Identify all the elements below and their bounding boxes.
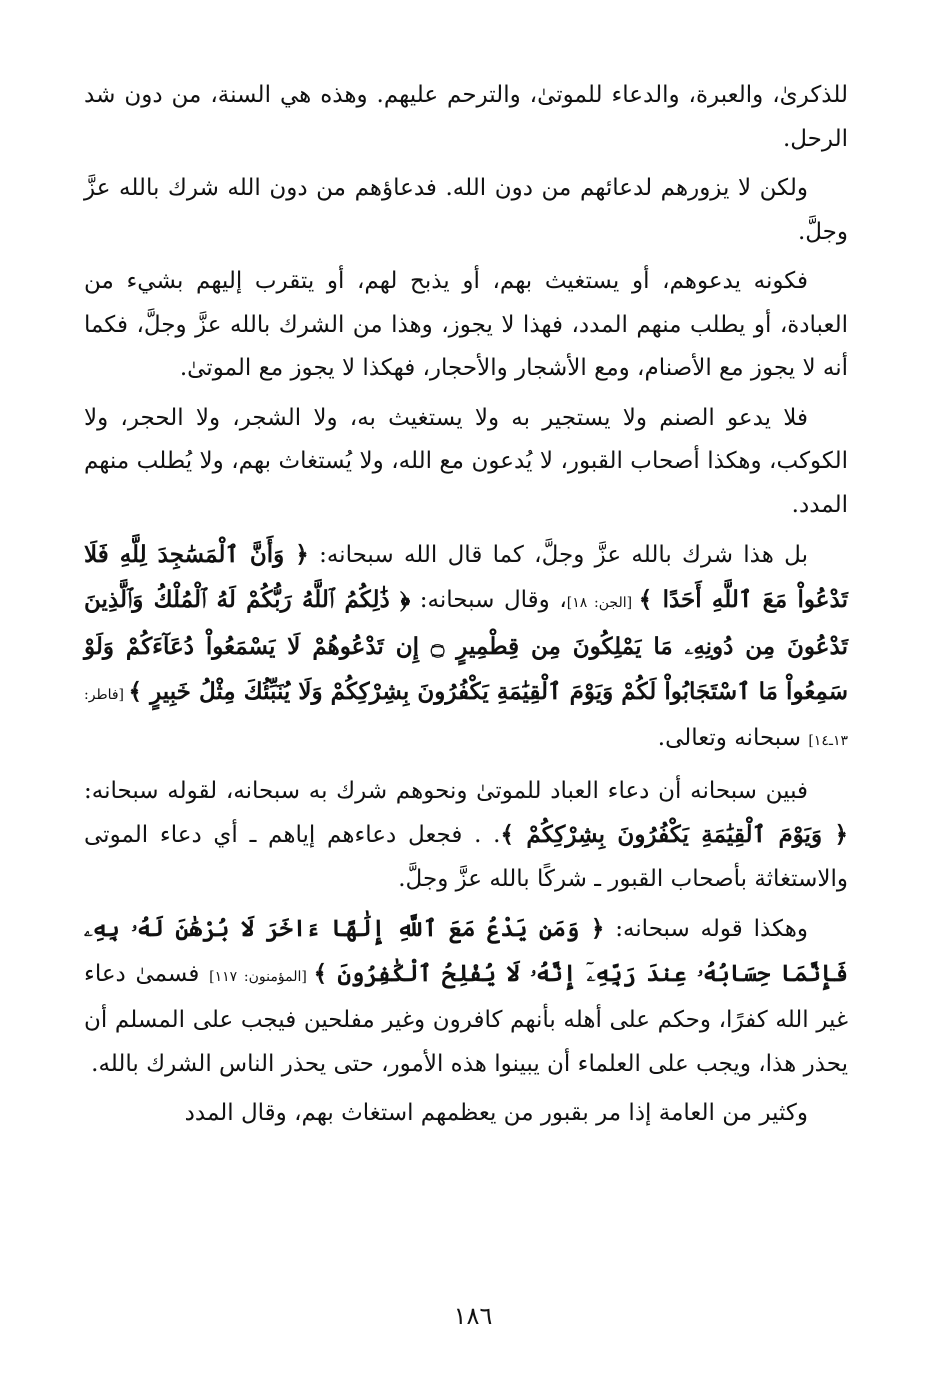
paragraph-text: ولكن لا يزورهم لدعائهم من دون الله. فدعاؤهم من دون الله شرك بالله عزَّ وجلَّ. bbox=[84, 175, 848, 245]
paragraph-text: فلا يدعو الصنم ولا يستجير به ولا يستغيث به، ولا الشجر، ولا الحجر، ولا الكوكب، وهكذا أصحاب القبور، لا يُدعون مع الله، ولا يُستغاث بهم، ولا يُطلب منهم المدد. bbox=[84, 404, 848, 518]
paragraph bbox=[84, 907, 848, 1086]
paragraph-text: للذكرىٰ، والعبرة، والدعاء للموتىٰ، والترحم عليهم. وهذه هي السنة، من دون شد الرحل. bbox=[84, 82, 848, 152]
paragraph bbox=[84, 260, 848, 391]
paragraph-text: ، وقال سبحانه: bbox=[410, 586, 567, 613]
paragraph bbox=[84, 770, 848, 902]
paragraph bbox=[84, 74, 848, 161]
paragraph-text: بل هذا شرك بالله عزَّ وجلَّ، كما قال الله سبحانه: bbox=[308, 542, 808, 568]
verse-reference: [فاطر: ١٣ـ١٤] bbox=[84, 686, 848, 749]
paragraph bbox=[84, 533, 848, 764]
verse-reference: [المؤمنون: ١١٧] bbox=[209, 968, 314, 985]
quran-verse: ﴿ وَأَنَّ ٱلْمَسَٰجِدَ لِلَّهِ فَلَا تَدْعُواْ مَعَ ٱللَّهِ أَحَدًا ﴾ bbox=[84, 541, 848, 613]
quran-verse: ﴿ ذَٰلِكُمُ ٱللَّهُ رَبُّكُمْ لَهُ ٱلْمُلْكُ وَٱلَّذِينَ تَدْعُونَ مِن دُونِهِۦ مَا يَمْلِكُونَ مِن قِطْمِيرٍ ۝ إِن تَدْعُوهُمْ لَا يَسْمَعُواْ دُعَآءَكُمْ وَلَوْ سَمِعُواْ مَا ٱسْتَجَابُواْ لَكُمْ وَيَوْمَ ٱلْقِيَٰمَةِ يَكْفُرُونَ بِشِرْكِكُمْ وَلَا يُنَبِّئُكَ مِثْلُ خَبِيرٍ ﴾ bbox=[84, 585, 848, 705]
paragraph-text: سبحانه وتعالى. bbox=[657, 725, 809, 751]
verse-reference: [الجن: ١٨] bbox=[566, 594, 639, 611]
paragraph bbox=[84, 1092, 848, 1136]
quran-verse: ﴿ وَيَوْمَ ٱلْقِيَٰمَةِ يَكْفُرُونَ بِشِرْكِكُمْ ﴾ bbox=[500, 821, 848, 848]
paragraph-text: وكثير من العامة إذا مر بقبور من يعظمهم استغاث بهم، وقال المدد bbox=[184, 1100, 808, 1126]
paragraph bbox=[84, 167, 848, 254]
page-number: ١٨٦ bbox=[453, 1302, 493, 1330]
paragraph-text: وهكذا قوله سبحانه: bbox=[604, 916, 808, 942]
paragraph-text: . . فجعل دعاءهم إياهم ـ أي دعاء الموتى والاستغاثة بأصحاب القبور ـ شركًا بالله عزَّ وجلَّ. bbox=[84, 822, 848, 892]
paragraph-text: فسمىٰ دعاء غير الله كفرًا، وحكم على أهله بأنهم كافرون وغير مفلحين فيجب على المسلم أن يحذر هذا، ويجب على العلماء أن يبينوا هذه الأمور، حتى يحذر الناس الشرك بالله. bbox=[84, 960, 849, 1077]
paragraph bbox=[84, 397, 848, 528]
quran-verse: ﴿ وَمَن يَدْعُ مَعَ ٱللَّهِ إِلَٰهًا ءَاخَرَ لَا بُرْهَٰنَ لَهُۥ بِهِۦ فَإِنَّمَا حِسَابُهُۥ عِندَ رَبِّهِۦٓ إِنَّهُۥ لَا يُفْلِحُ ٱلْكَٰفِرُونَ ﴾ bbox=[84, 915, 848, 987]
page-body-text bbox=[84, 74, 848, 1142]
paragraph-text: فبين سبحانه أن دعاء العباد للموتىٰ ونحوهم شرك به سبحانه، لقوله سبحانه: bbox=[84, 777, 808, 804]
paragraph-text: فكونه يدعوهم، أو يستغيث بهم، أو يذبح لهم، أو يتقرب إليهم بشيء من العبادة، أو يطلب منهم المدد، فهذا لا يجوز، وهذا من الشرك بالله عزَّ وجلَّ، فكما أنه لا يجوز مع الأصنام، ومع الأشجار والأحجار، فهكذا لا يجوز مع الموتىٰ. bbox=[84, 268, 848, 381]
